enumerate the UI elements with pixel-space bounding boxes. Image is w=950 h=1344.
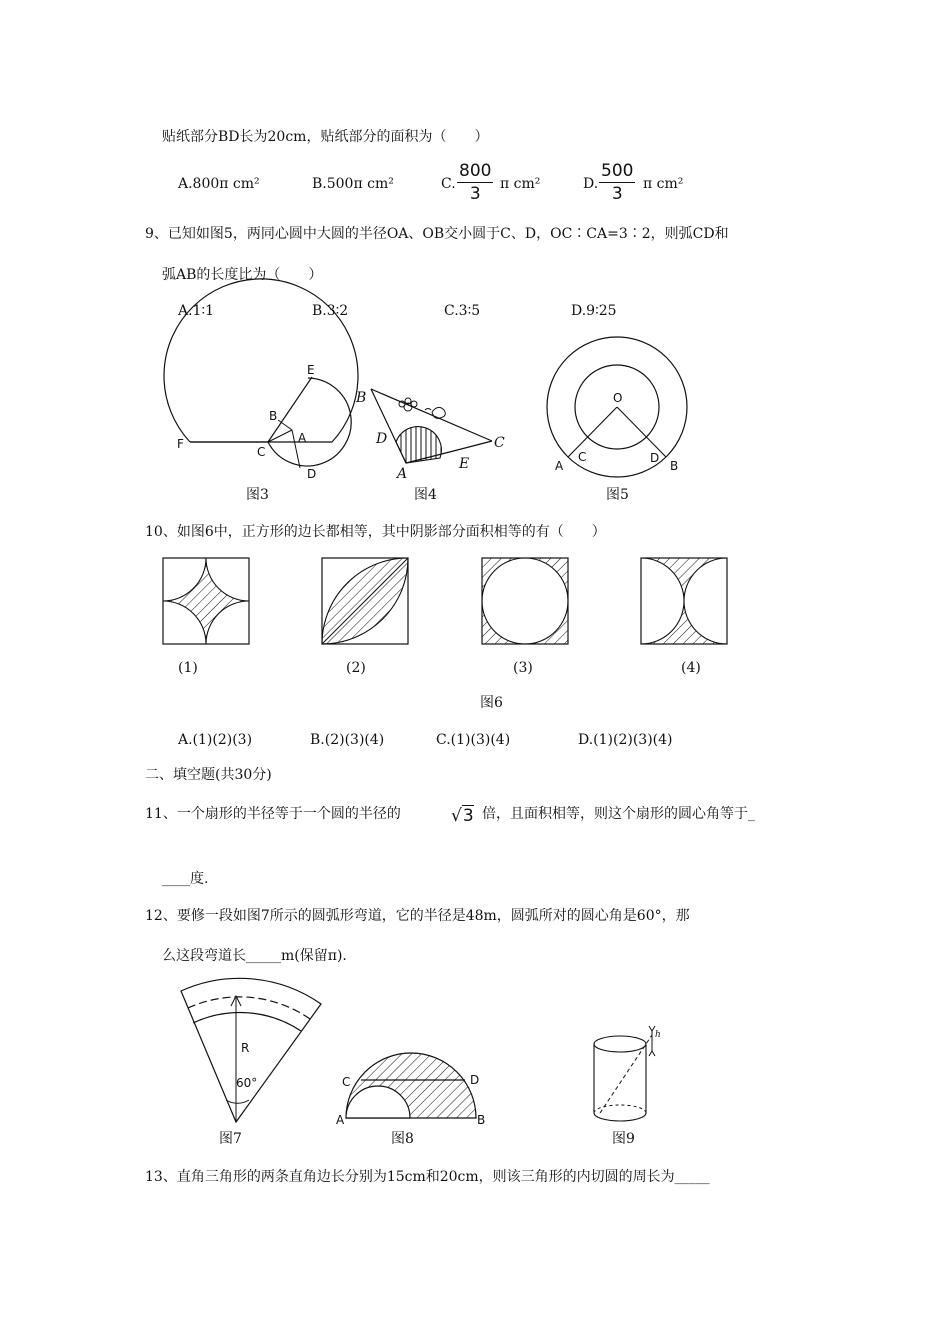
figure-6-square-1 [120,515,292,687]
q11-sqrt-value: 3 [462,806,474,826]
fraction-numerator: 500 [601,161,634,181]
fig8-label-b: B [477,1113,486,1127]
figure-5 [547,337,687,477]
q8-option-d-prefix: D. [583,176,599,192]
fig6-label-1: (1) [178,660,198,676]
figure-7 [181,978,321,1122]
q8-option-b: B.500π cm² [312,176,394,192]
q9-stem-line2: 弧AB的长度比为（ ） [162,267,323,283]
q9-stem-line1: 9、已知如图5，两同心圆中大圆的半径OA、OB交小圆于C、D，OC∶CA=3∶2，则弧CD和 [145,226,729,242]
fig3-label-b: B [269,409,278,423]
fig9-label-h: h [655,1030,661,1040]
fig3-caption: 图3 [246,487,269,503]
fig7-label-angle: 60° [236,1076,258,1090]
fig5-label-b: B [670,459,679,473]
q9-option-c: C.3∶5 [444,303,481,319]
q9-option-b: B.3∶2 [312,303,349,319]
fig6-label-4: (4) [681,660,701,676]
q10-option-d: D.(1)(2)(3)(4) [578,732,673,748]
fig5-label-c: C [578,450,587,464]
fig3-label-e: E [307,363,315,377]
fig4-label-b: B [356,390,367,406]
fig4-label-d: D [376,431,388,447]
section-2-title: 二、填空题(共30分) [145,767,272,783]
fig4-caption: 图4 [414,487,437,503]
fig3-label-d: D [307,467,317,481]
fig5-caption: 图5 [606,487,629,503]
fig3-label-c: C [257,445,266,459]
fig6-label-2: (2) [346,660,366,676]
fig7-caption: 图7 [219,1131,242,1147]
fig8-caption: 图8 [391,1131,414,1147]
fraction-numerator: 800 [459,161,492,181]
q8-option-c-prefix: C. [441,176,456,192]
fig5-label-a: A [555,459,564,473]
fig6-label-3: (3) [513,660,533,676]
fraction-denominator: 3 [611,184,623,204]
figure-4 [355,389,505,482]
q11-part1: 11、一个扇形的半径等于一个圆的半径的 [145,806,401,822]
q11-line2: ____度. [162,871,209,887]
fig5-label-o: O [613,391,623,405]
q9-option-a: A.1∶1 [178,303,215,319]
fraction-denominator: 3 [469,184,481,204]
fig5-label-d: D [650,451,660,465]
fig6-caption: 图6 [480,695,503,711]
q8-option-c-suffix: π cm² [500,176,541,192]
fig7-label-r: R [241,1041,250,1055]
q9-option-d: D.9∶25 [571,303,617,319]
fig4-label-e: E [459,456,470,472]
fig8-label-c: C [342,1075,351,1089]
q10-option-c: C.(1)(3)(4) [436,732,511,748]
fig9-caption: 图9 [612,1131,635,1147]
q10-option-a: A.(1)(2)(3) [178,732,253,748]
figure-6-square-4 [598,558,770,644]
figure-3 [164,279,358,481]
sqrt-sign-icon: √ [451,806,462,826]
figure-6-square-2 [322,558,408,644]
q8-option-a: A.800π cm² [178,176,260,192]
q11-part2: 倍，且面积相等，则这个扇形的圆心角等于_ [482,806,755,822]
fan-decoration-icon [399,398,445,418]
q10-stem: 10、如图6中，正方形的边长都相等，其中阴影部分面积相等的有（ ） [145,524,606,540]
fig8-label-d: D [470,1073,480,1087]
q11-sqrt [451,808,474,825]
fig3-label-f: F [177,437,184,451]
q8-stem-tail: 贴纸部分BD长为20cm，贴纸部分的面积为（ ） [162,129,489,145]
q10-option-b: B.(2)(3)(4) [310,732,385,748]
q12-stem-line1: 12、要修一段如图7所示的圆弧形弯道，它的半径是48m，圆弧所对的圆心角是60°，那 [145,908,690,924]
fig8-label-a: A [336,1113,345,1127]
fig4-label-c: C [494,435,505,451]
figure-8 [336,1053,485,1127]
q13-stem: 13、直角三角形的两条直角边长分别为15cm和20cm，则该三角形的内切圆的周长为_____ [145,1169,710,1185]
fig4-label-a: A [397,466,408,482]
q8-option-d-suffix: π cm² [643,176,684,192]
figure-6-square-3 [482,558,568,644]
figure-9 [594,1026,661,1121]
q12-stem-line2: 么这段弯道长_____m(保留π). [162,948,347,964]
fig3-label-a: A [298,431,307,445]
